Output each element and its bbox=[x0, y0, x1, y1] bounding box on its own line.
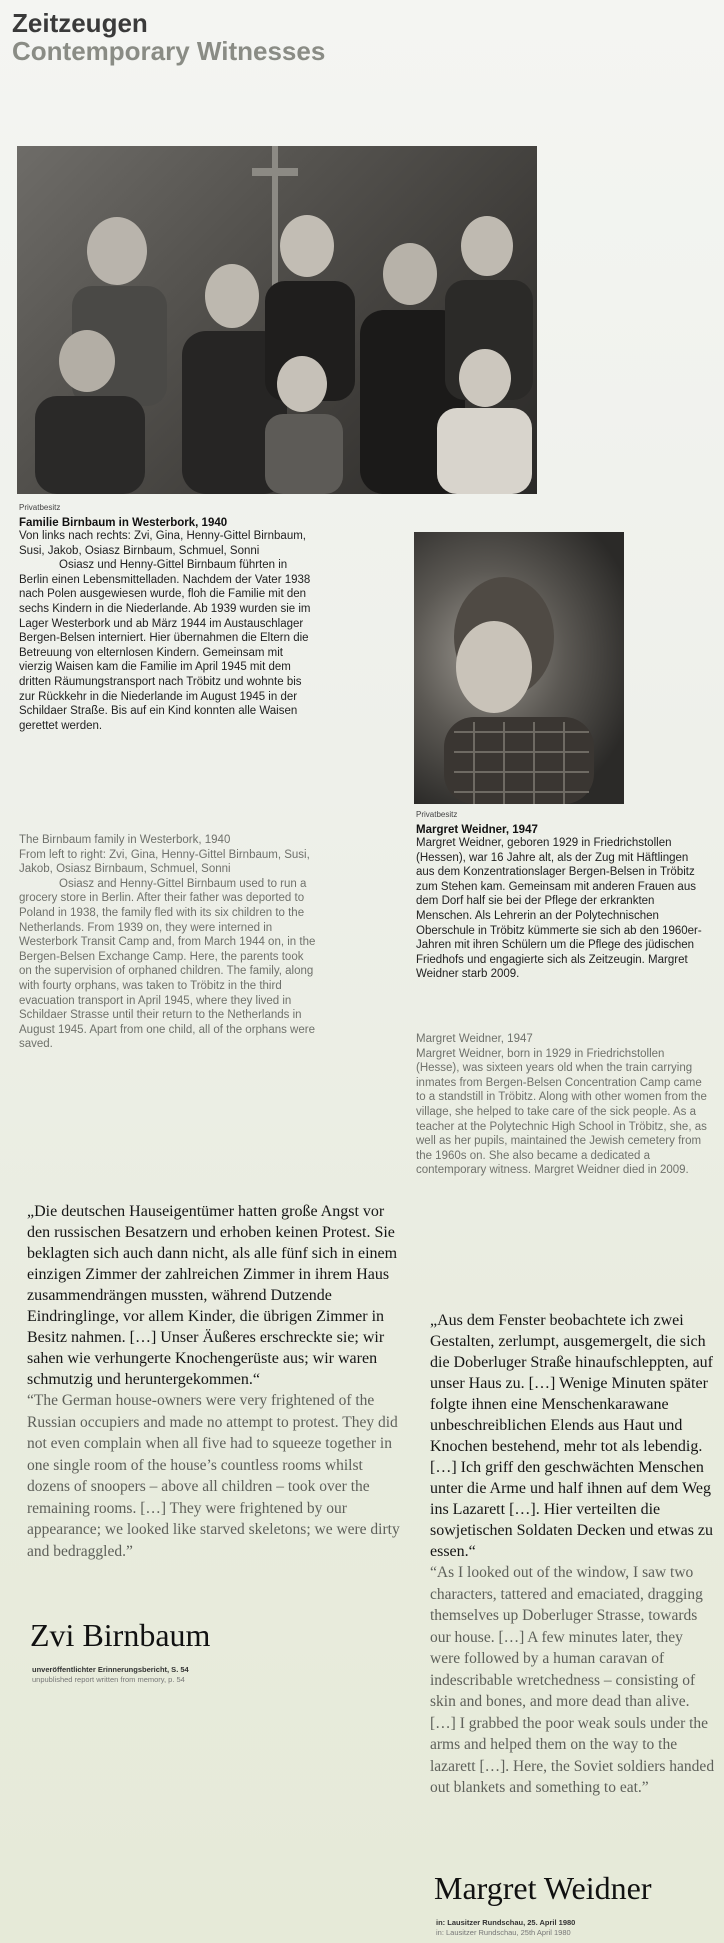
margret-weidner-figure bbox=[414, 532, 624, 804]
margret-weidner-photo bbox=[414, 532, 624, 804]
source-zvi-de: unveröffentlichter Erinnerungsbericht, S. 54 bbox=[32, 1665, 189, 1674]
family-caption-names-en: From left to right: Zvi, Gina, Henny-Gittel Birnbaum, Susi, Jakob, Osiasz Birnbaum, Schmuel, Sonni bbox=[19, 848, 310, 876]
quote-margret-text-en: “As I looked out of the window, I saw two characters, tattered and emaciated, dragging themselves up Doberluger Strasse, towards our house. […] A few minutes later, they were followed by a human caravan of indescribable wretchedness – consisting of skin and bones, and more dead than alive. […] I grabbed the poor weak souls under the arms and helped them on the way to the lazarett […]. Here, the Soviet soldiers handed out blankets and something to eat.” bbox=[430, 1564, 715, 1796]
family-photo-credit: Privatbesitz bbox=[19, 503, 61, 512]
family-photo-figures bbox=[17, 146, 537, 494]
margret-caption-text-en: Margret Weidner, born in 1929 in Friedrichstollen (Hesse), was sixteen years old when the train carrying inmates from Bergen-Belsen Concentration Camp came to a standstill in Tröbitz. Along with other women from the village, she helped to take care of the sick people. As a teacher at the Polytechnic High School in Tröbitz, she, as well as her pupils, maintained the Jewish cemetery from the 1960s on. She also became a dedicated a contemporary witness. Margret Weidner died in 2009. bbox=[416, 1047, 707, 1177]
family-photo bbox=[17, 146, 537, 494]
margret-caption-title-de: Margret Weidner, 1947 bbox=[416, 824, 538, 836]
margret-caption-title-en: Margret Weidner, 1947 bbox=[416, 1033, 533, 1045]
source-margret-de: in: Lausitzer Rundschau, 25. April 1980 bbox=[436, 1918, 576, 1927]
family-caption-english bbox=[19, 833, 319, 1052]
margret-caption-text-de: Margret Weidner, geboren 1929 in Friedrichstollen (Hessen), war 16 Jahre alt, als der Zug mit Häftlingen aus dem Konzentrationslager Bergen-Belsen in Tröbitz zum Stehen kam. Gemeinsam mit anderen Frauen aus dem Dorf half sie bei der Pflege der erkrankten Menschen. Als Lehrerin an der Polytechnischen Oberschule in Tröbitz kümmerte sie sich ab den 1960er-Jahren mit ihren Schülern um die Pflege des jüdischen Friedhofs und engagierte sich als Zeitzeugin. Margret Weidner starb 2009. bbox=[416, 837, 702, 981]
heading-german: Zeitzeugen bbox=[12, 8, 148, 38]
quote-zvi-birnbaum bbox=[27, 1201, 405, 1562]
source-zvi-en: unpublished report written from memory, p. 54 bbox=[32, 1675, 185, 1684]
family-caption-german bbox=[19, 517, 319, 733]
family-caption-title-de: Familie Birnbaum in Westerbork, 1940 bbox=[19, 517, 228, 529]
margret-caption-english bbox=[416, 1032, 708, 1178]
heading-english: Contemporary Witnesses bbox=[12, 36, 326, 66]
quote-margret-text-de: „Aus dem Fenster beobachtete ich zwei Gestalten, zerlumpt, ausgemergelt, die sich die Doberluger Straße hinaufschleppten, auf unser Haus zu. […] Wenige Minuten später folgte ihnen eine Menschenkarawane unbeschreiblichen Elends aus Haut und Knochen bestehend, mehr tot als lebendig. […] Ich griff den geschwächten Menschen unter die Arme und half ihnen auf dem Weg ins Lazarett […]. Hier verteilten die sowjetischen Soldaten Decken und etwas zu essen.“ bbox=[430, 1312, 714, 1560]
quote-zvi-text-de: „Die deutschen Hauseigentümer hatten große Angst vor den russischen Besatzern und erhoben keinen Protest. Sie beklagten sich auch dann nicht, als alle fünf sich in einem einzigen Zimmer der zahlreichen Zimmer in ihrem Haus zusammendrängen mussten, während Dutzende Eindringlinge, vor allem Kinder, die übrigen Zimmer in Besitz nahmen. […] Unser Äußeres erschreckte sie; wir sahen wie verhungerte Knochengerüste aus; wir waren schmutzig und heruntergekommen.“ bbox=[27, 1203, 398, 1388]
family-caption-names-de: Von links nach rechts: Zvi, Gina, Henny-Gittel Birnbaum, Susi, Jakob, Osiasz Birnbaum, Schmuel, Sonni bbox=[19, 530, 306, 557]
quote-zvi-text-en: “The German house-owners were very frightened of the Russian occupiers and made no attempt to protest. They did not even complain when all five had to squeeze together in one single room of the house’s countless rooms whilst dozens of snoopers – above all children – took over the remaining rooms. […] They were frightened by our appearance; we looked like starved skeletons; we were dirty and bedraggled.” bbox=[27, 1392, 400, 1560]
margret-caption-german bbox=[416, 824, 708, 982]
signature-margret-weidner: Margret Weidner bbox=[434, 1870, 652, 1906]
source-margret-en: in: Lausitzer Rundschau, 25th April 1980 bbox=[436, 1928, 571, 1937]
family-caption-text-de: Osiasz und Henny-Gittel Birnbaum führten in Berlin einen Lebensmittelladen. Nachdem der Vater 1938 nach Polen ausgewiesen wurde, floh die Familie mit den sechs Kindern in die Niederlande. Ab 1939 wurden sie im Lager Westerbork und ab März 1944 im Austauschlager Bergen-Belsen interniert. Hier übernahmen die Eltern die Betreuung von elternlosen Kindern. Gemeinsam mit vierzig Waisen kam die Familie im April 1945 mit dem dritten Räumungstransport nach Tröbitz und wohnte bis zur Rückkehr in die Niederlande im August 1945 in der Schildaer Straße. Bis auf ein Kind konnten alle Waisen gerettet werden. bbox=[19, 559, 311, 732]
quote-margret-weidner bbox=[430, 1310, 715, 1799]
signature-zvi-birnbaum: Zvi Birnbaum bbox=[30, 1617, 211, 1653]
family-caption-text-en: Osiasz and Henny-Gittel Birnbaum used to run a grocery store in Berlin. After their father was deported to Poland in 1938, the family fled with its six children to the Netherlands. From 1939 on, they were interned in Westerbork Transit Camp and, from March 1944 on, in the Bergen-Belsen Exchange Camp. Here, the parents took on the supervision of orphaned children. The family, along with fourty orphans, was taken to Tröbitz in the third evacuation transport in April 1945, where they lived in Schildaer Strasse until their return to the Netherlands in August 1945. Apart from one child, all of the orphans were saved. bbox=[19, 877, 316, 1051]
margret-photo-credit: Privatbesitz bbox=[416, 810, 458, 819]
family-caption-title-en: The Birnbaum family in Westerbork, 1940 bbox=[19, 834, 231, 846]
